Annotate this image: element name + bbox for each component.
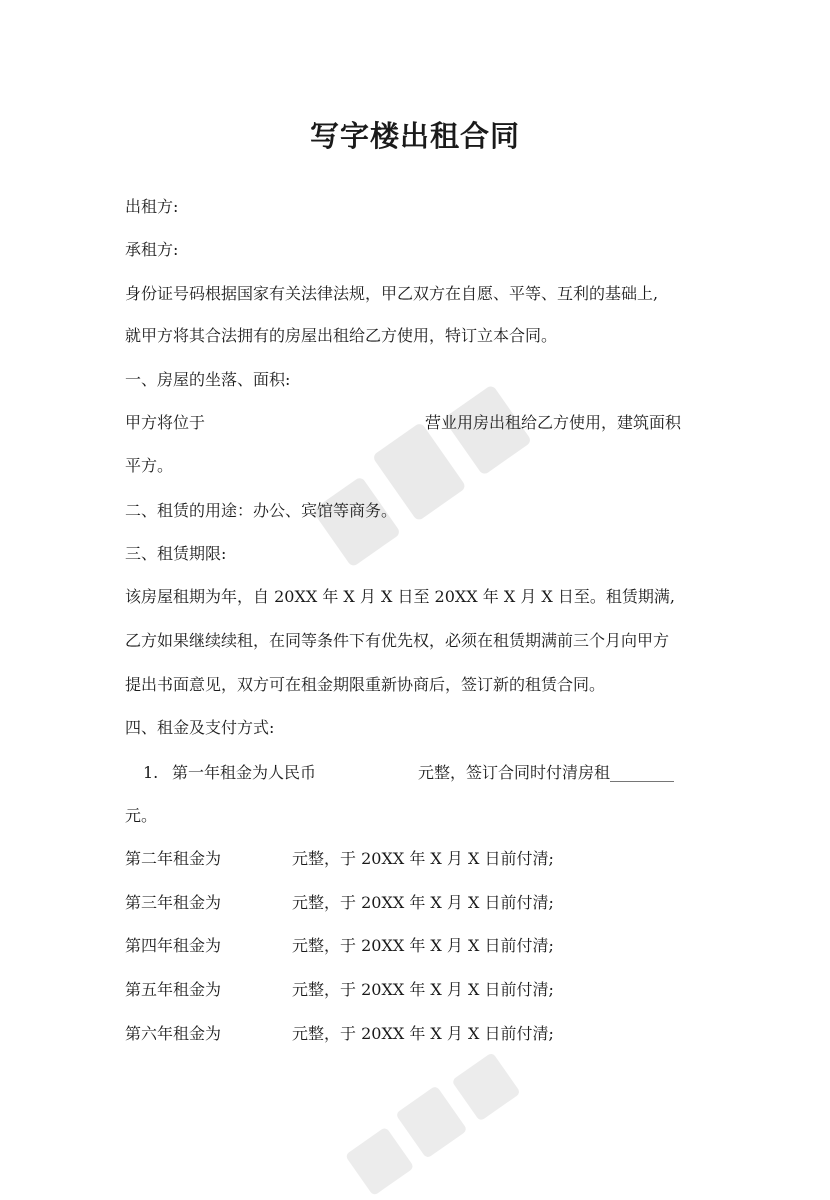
rent-year-terms: 元整，于 20XX 年 X 月 X 日前付清;: [292, 893, 554, 912]
rent-year-label: 第三年租金为: [125, 893, 222, 912]
lessor-line: 出租方:: [125, 197, 179, 216]
watermark-logo-bottom: [320, 1040, 540, 1200]
lessee-line: 承租方:: [125, 240, 179, 259]
rent-year-label: 第二年租金为: [125, 849, 222, 868]
rent-item-1-number: 1.: [143, 763, 159, 782]
intro-line-1: 身份证号码根据国家有关法律法规，甲乙双方在自愿、平等、互利的基础上,: [125, 284, 659, 303]
rent-item-1-continuation: 元。: [125, 806, 158, 825]
section1-line1-left: 甲方将位于: [125, 413, 206, 432]
section4-heading: 四、租金及支付方式:: [125, 718, 275, 737]
rent-year-terms: 元整，于 20XX 年 X 月 X 日前付清;: [292, 936, 554, 955]
rent-year-terms: 元整，于 20XX 年 X 月 X 日前付清;: [292, 1024, 554, 1043]
rent-year-label: 第四年租金为: [125, 936, 222, 955]
section1-line2: 平方。: [125, 456, 174, 475]
rent-item-1-terms: 元整，签订合同时付清房租________: [418, 763, 675, 782]
section2-line: 二、租赁的用途：办公、宾馆等商务。: [125, 501, 398, 520]
watermark-logo: [275, 330, 575, 630]
section3-line2: 乙方如果继续续租，在同等条件下有优先权，必须在租赁期满前三个月向甲方: [125, 631, 670, 650]
section3-line3: 提出书面意见，双方可在租金期限重新协商后，签订新的租赁合同。: [125, 675, 606, 694]
rent-year-terms: 元整，于 20XX 年 X 月 X 日前付清;: [292, 980, 554, 999]
section1-heading: 一、房屋的坐落、面积:: [125, 370, 291, 389]
rent-year-label: 第五年租金为: [125, 980, 222, 999]
intro-line-2: 就甲方将其合法拥有的房屋出租给乙方使用，特订立本合同。: [125, 326, 558, 345]
document-title: 写字楼出租合同: [309, 119, 520, 153]
section3-line1: 该房屋租期为年，自 20XX 年 X 月 X 日至 20XX 年 X 月 X 日至。租赁期满,: [125, 587, 675, 606]
rent-year-label: 第六年租金为: [125, 1024, 222, 1043]
rent-year-terms: 元整，于 20XX 年 X 月 X 日前付清;: [292, 849, 554, 868]
rent-item-1-text: 第一年租金为人民币: [172, 763, 317, 782]
section1-line1-right: 营业用房出租给乙方使用，建筑面积: [425, 413, 682, 432]
section3-heading: 三、租赁期限:: [125, 544, 227, 563]
